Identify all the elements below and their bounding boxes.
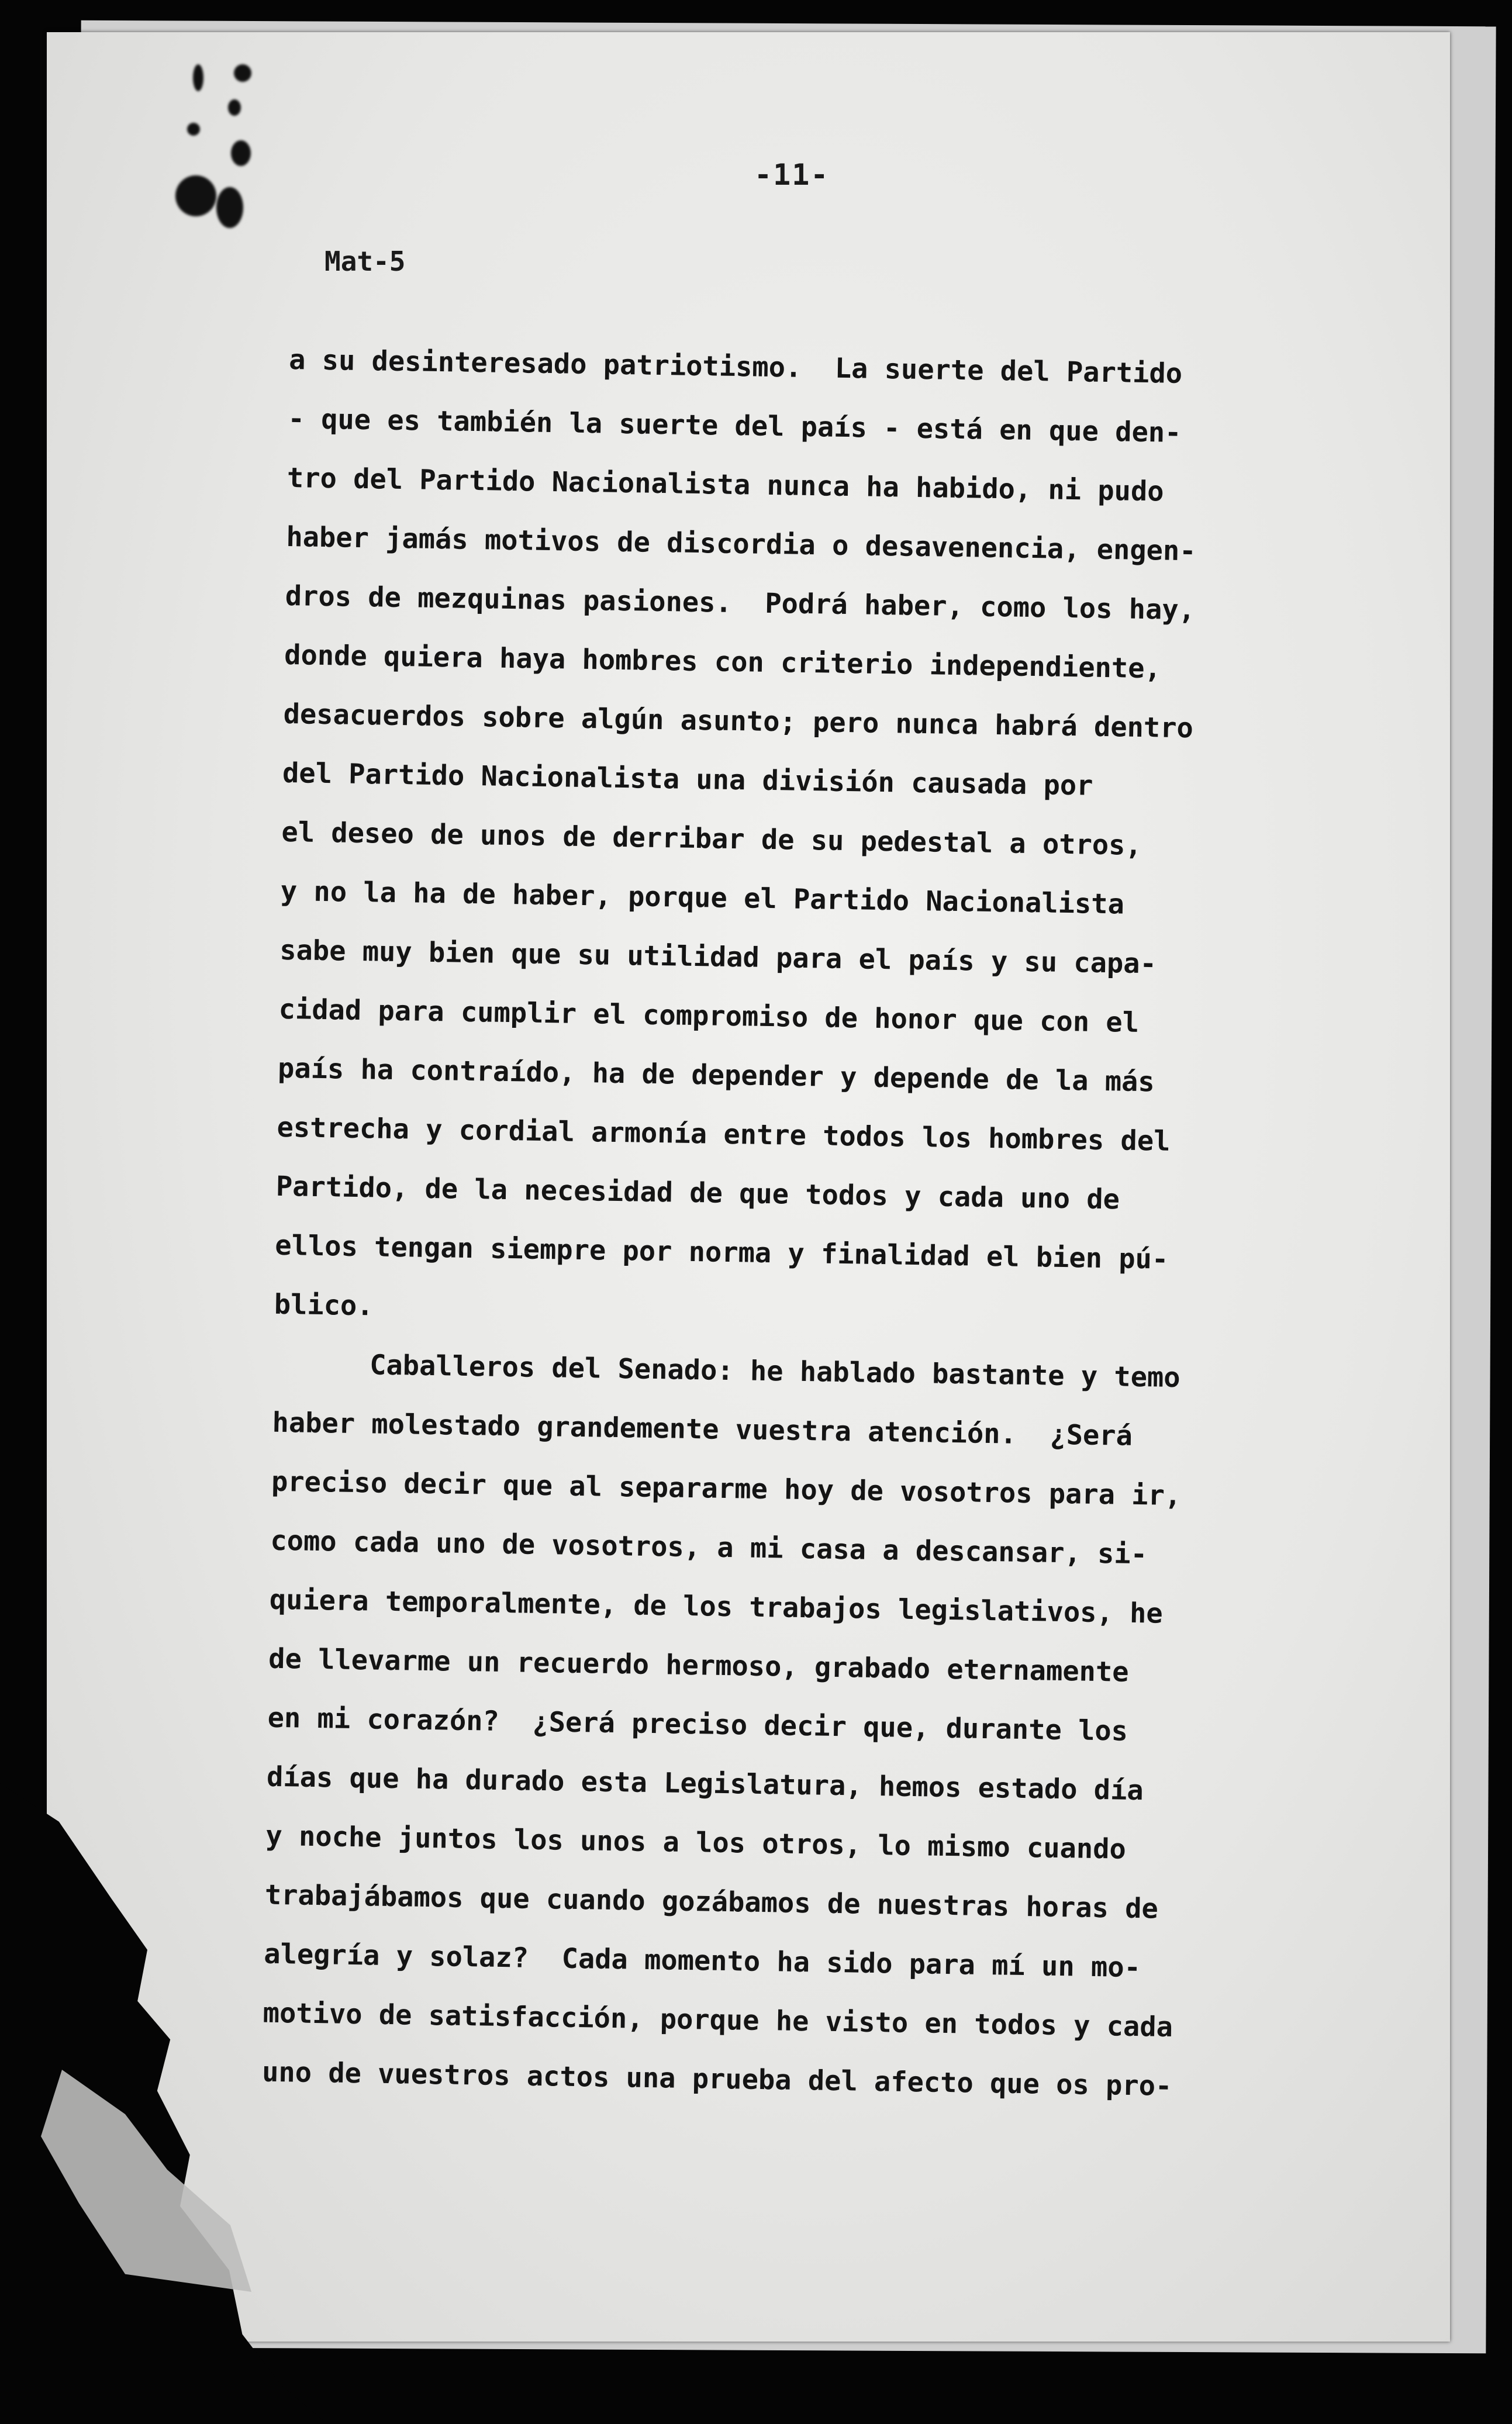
text-line: el deseo de unos de derribar de su pedestal a otros, <box>281 816 1142 862</box>
text-line: Partido, de la necesidad de que todos y cada uno de <box>275 1170 1120 1216</box>
text-line: haber molestado grandemente vuestra atención. ¿Será <box>272 1406 1133 1452</box>
text-line: país ha contraído, ha de depender y depende de la más <box>277 1052 1155 1099</box>
ink-blot <box>228 99 241 116</box>
text-line: días que ha durado esta Legislatura, hemos estado día <box>266 1760 1144 1807</box>
text-line: y noche juntos los unos a los otros, lo mismo cuando <box>265 1819 1127 1866</box>
text-line: como cada uno de vosotros, a mi casa a descansar, si- <box>270 1524 1148 1571</box>
text-line: preciso decir que al separarme hoy de vosotros para ir, <box>271 1465 1182 1513</box>
typewritten-body <box>261 330 1306 2118</box>
text-line: trabajábamos que cuando gozábamos de nuestras horas de <box>264 1879 1159 1925</box>
text-line: de llevarme un recuerdo hermoso, grabado eternamente <box>268 1642 1129 1688</box>
text-line: - que es también la suerte del país - está en que den- <box>288 402 1182 449</box>
text-line: quiera temporalmente, de los trabajos legislativos, he <box>269 1583 1164 1630</box>
text-line: tro del Partido Nacionalista nunca ha habido, ni pudo <box>286 461 1164 508</box>
ink-blot <box>231 140 251 166</box>
text-line: haber jamás motivos de discordia o desavenencia, engen- <box>286 520 1196 568</box>
page-number: -11- <box>754 158 830 192</box>
text-line: desacuerdos sobre algún asunto; pero nunca habrá dentro <box>283 697 1194 745</box>
text-line: alegría y solaz? Cada momento ha sido para mí un mo- <box>263 1938 1141 1984</box>
text-line: blico. <box>274 1288 374 1323</box>
text-line: del Partido Nacionalista una división causada por <box>282 757 1093 802</box>
text-line: a su desinteresado patriotismo. La suerte del Partido <box>288 343 1183 390</box>
ink-blot <box>187 123 200 136</box>
text-line: sabe muy bien que su utilidad para el país y su capa- <box>279 934 1157 980</box>
ink-blot <box>234 64 251 82</box>
reference-code: Mat-5 <box>325 246 406 277</box>
text-line: motivo de satisfacción, porque he visto en todos y cada <box>263 1997 1173 2044</box>
text-line: estrecha y cordial armonía entre todos los hombres del <box>277 1111 1171 1158</box>
text-line: en mi corazón? ¿Será preciso decir que, durante los <box>267 1701 1128 1748</box>
text-line: cidad para cumplir el compromiso de honor que con el <box>278 993 1140 1039</box>
text-line: uno de vuestros actos una prueba del afecto que os pro- <box>261 2056 1172 2103</box>
ink-blot <box>175 175 216 216</box>
text-line: donde quiera haya hombres con criterio independiente, <box>284 638 1162 685</box>
ink-blot <box>216 187 243 228</box>
text-line: dros de mezquinas pasiones. Podrá haber, como los hay, <box>285 579 1196 627</box>
text-line: y no la ha de haber, porque el Partido Nacionalista <box>280 875 1125 921</box>
text-line: ellos tengan siempre por norma y finalidad el bien pú- <box>274 1229 1169 1276</box>
ink-blot <box>193 64 203 91</box>
text-line: Caballeros del Senado: he hablado bastante y temo <box>369 1349 1181 1394</box>
